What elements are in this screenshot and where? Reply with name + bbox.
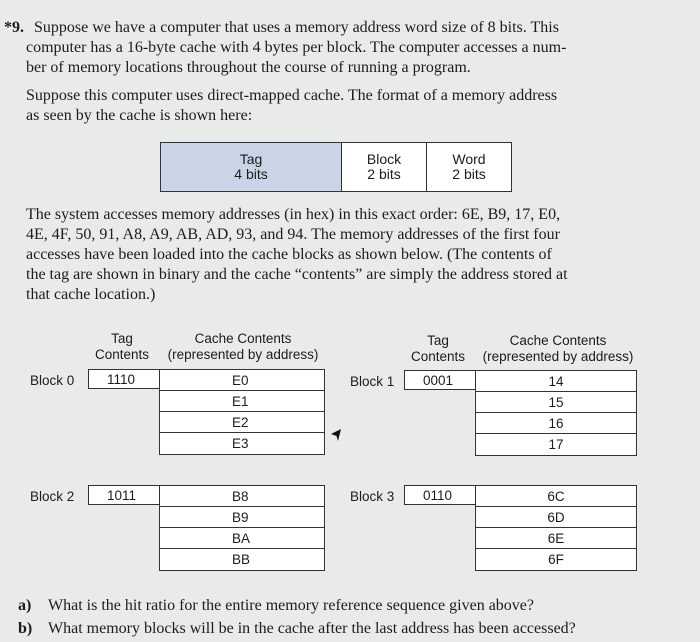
sub-question-a [18, 596, 534, 616]
tag-contents-header [402, 333, 474, 365]
word-field-label: Word [452, 151, 486, 167]
block-field-label: Block [366, 151, 402, 167]
block-label: Block 2 [30, 489, 75, 504]
cache-word: E2 [160, 412, 324, 433]
sequence-line: that cache location.) [26, 286, 156, 303]
cache-word: B8 [160, 486, 324, 507]
word-field [427, 143, 511, 191]
block-contents [475, 485, 637, 571]
cache-word: BA [160, 528, 324, 549]
header-text: Cache Contents [194, 331, 292, 346]
intro-line: ber of memory locations throughout the course of running a program. [26, 59, 471, 76]
block-label: Block 0 [30, 373, 75, 388]
sub-question-text: What memory blocks will be in the cache after the last address has been accessed? [48, 620, 576, 637]
cache-word: 15 [476, 392, 636, 413]
intro-line: Suppose we have a computer that uses a memory address word size of 8 bits. This [34, 19, 559, 36]
header-text: Cache Contents [509, 333, 607, 348]
format-intro [26, 86, 557, 126]
header-text: (represented by address) [167, 347, 319, 362]
cache-word: E0 [160, 370, 324, 391]
cache-contents-header [158, 331, 328, 363]
sequence-line: accesses have been loaded into the cache blocks as shown below. (The contents of [26, 246, 552, 263]
block-contents [159, 485, 325, 571]
format-line: as seen by the cache is shown here: [26, 107, 253, 124]
sub-question-letter: b) [18, 620, 33, 637]
block-field-bits: 2 bits [367, 166, 401, 182]
cache-word: B9 [160, 507, 324, 528]
header-text: Tag [427, 333, 449, 348]
cursor-arrow-icon [330, 428, 344, 442]
block-tag: 1011 [88, 485, 160, 505]
question-number: *9. [4, 19, 24, 36]
header-text: Contents [410, 349, 466, 364]
block-contents [475, 370, 637, 456]
cache-word: 16 [476, 413, 636, 434]
block-tag: 0001 [404, 370, 476, 390]
block-label: Block 1 [350, 374, 395, 389]
sub-question-b [18, 619, 576, 639]
block-label: Block 3 [350, 489, 395, 504]
format-line: Suppose this computer uses direct-mapped cache. The format of a memory address [26, 87, 558, 104]
block-tag: 1110 [88, 369, 160, 389]
sequence-line: the tag are shown in binary and the cache “contents” are simply the address stored at [26, 266, 568, 283]
sub-question-text: What is the hit ratio for the entire memory reference sequence given above? [48, 597, 534, 614]
cache-word: E1 [160, 391, 324, 412]
block-contents [159, 369, 325, 455]
cache-word: 6C [476, 486, 636, 507]
header-text: Contents [94, 347, 150, 362]
tag-contents-header [86, 331, 158, 363]
cache-contents-header [474, 333, 642, 365]
tag-field-bits: 4 bits [234, 166, 268, 182]
sub-question-letter: a) [18, 597, 32, 614]
block-tag: 0110 [404, 485, 476, 505]
cache-word: 6D [476, 507, 636, 528]
intro-line: computer has a 16-byte cache with 4 bytes per block. The computer accesses a num- [26, 39, 567, 56]
header-text: Tag [111, 331, 133, 346]
block-field [342, 143, 427, 191]
tag-field [161, 143, 342, 191]
sequence-line: The system accesses memory addresses (in hex) in this exact order: 6E, B9, 17, E0, [26, 206, 561, 223]
cache-word: BB [232, 552, 251, 567]
sequence-paragraph [26, 205, 568, 305]
cache-word: E3 [232, 436, 249, 451]
header-text: (represented by address) [482, 349, 634, 364]
cache-word: 17 [548, 437, 564, 452]
cache-word: 6E [476, 528, 636, 549]
cache-word: 14 [476, 371, 636, 392]
sequence-line: 4E, 4F, 50, 91, A8, A9, AB, AD, 93, and 94. The memory addresses of the first four [26, 226, 560, 243]
cache-word: 6F [548, 552, 564, 567]
tag-field-label: Tag [239, 151, 263, 167]
word-field-bits: 2 bits [452, 166, 486, 182]
address-format-table [160, 142, 512, 192]
